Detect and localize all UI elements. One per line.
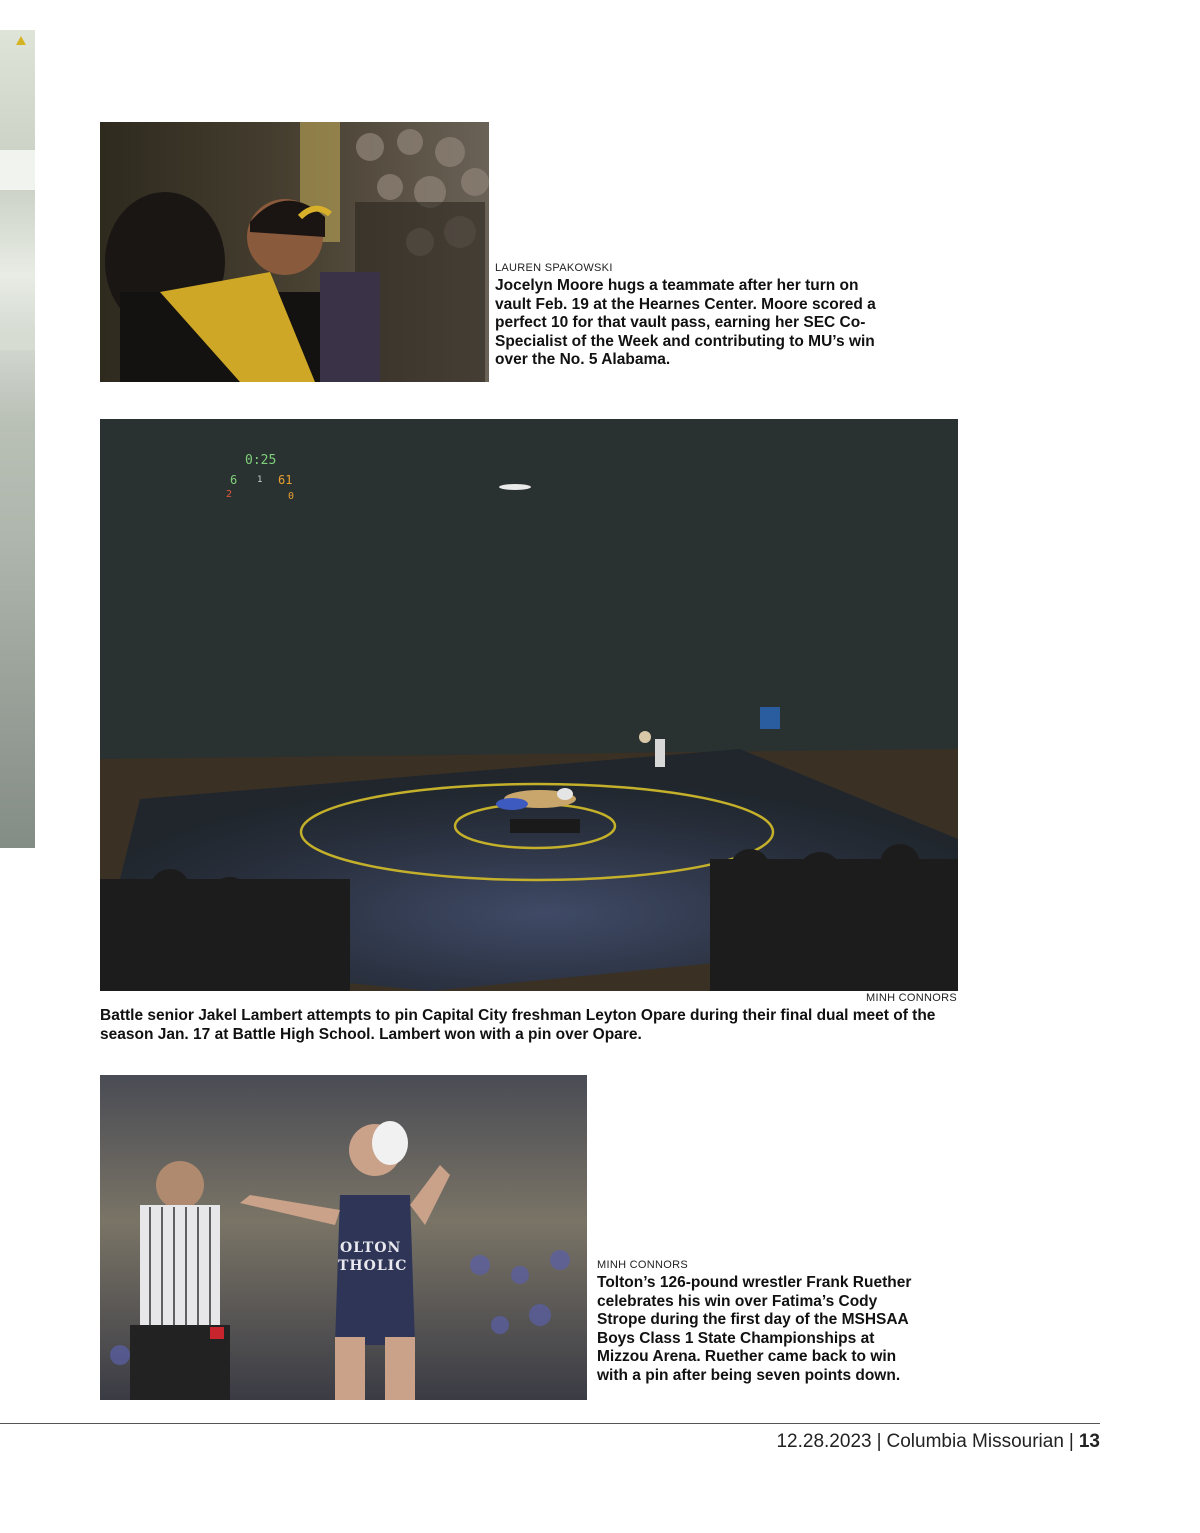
photo-caption: Jocelyn Moore hugs a teammate after her turn on vault Feb. 19 at the Hearnes Center. Moore scored a perfect 10 for that vault pass, earning her SEC Co-Specialist of the Week and contributing to MU’s win over the No. 5 Alabama. (495, 277, 876, 368)
wrestling-gym-photo (100, 419, 958, 991)
scoreboard-clock: 0:25 (245, 453, 277, 468)
adjacent-page-photo-edge (0, 30, 35, 848)
page-footer (776, 1431, 1100, 1453)
scoreboard-away-sub: 0 (288, 491, 295, 502)
footer-rule (0, 1423, 1100, 1424)
photo-caption: Battle senior Jakel Lambert attempts to pin Capital City freshman Leyton Opare during their final dual meet of the season Jan. 17 at Battle High School. Lambert won with a pin over Opare. (100, 1007, 936, 1043)
photo-credit: MINH CONNORS (866, 992, 957, 1004)
wrestler-celebration-photo (100, 1075, 587, 1400)
photo-caption: Tolton’s 126-pound wrestler Frank Ruether celebrates his win over Fatima’s Cody Strope during the first day of the MSHSAA Boys Class 1 State Championships at Mizzou Arena. Ruether came back to win with a pin after being seven points down. (597, 1274, 912, 1384)
scoreboard-home-sub: 2 (226, 489, 233, 500)
footer-date: 12.28.2023 (776, 1431, 872, 1452)
photo-credit: LAUREN SPAKOWSKI (495, 262, 613, 274)
page-number: 13 (1078, 1431, 1100, 1452)
warning-sign-icon (16, 36, 26, 45)
footer-publication: Columbia Missourian (886, 1431, 1064, 1452)
singlet-text-line1: OLTON (340, 1240, 402, 1256)
scoreboard-period: 1 (257, 475, 263, 485)
singlet-text-line2: THOLIC (338, 1258, 408, 1274)
scoreboard-away-score: 61 (278, 473, 293, 487)
footer-separator: | (1068, 1431, 1074, 1452)
gymnast-hug-photo (100, 122, 489, 382)
photo-credit: MINH CONNORS (597, 1259, 688, 1271)
footer-separator: | (876, 1431, 882, 1452)
scoreboard-home-score: 6 (230, 473, 238, 487)
